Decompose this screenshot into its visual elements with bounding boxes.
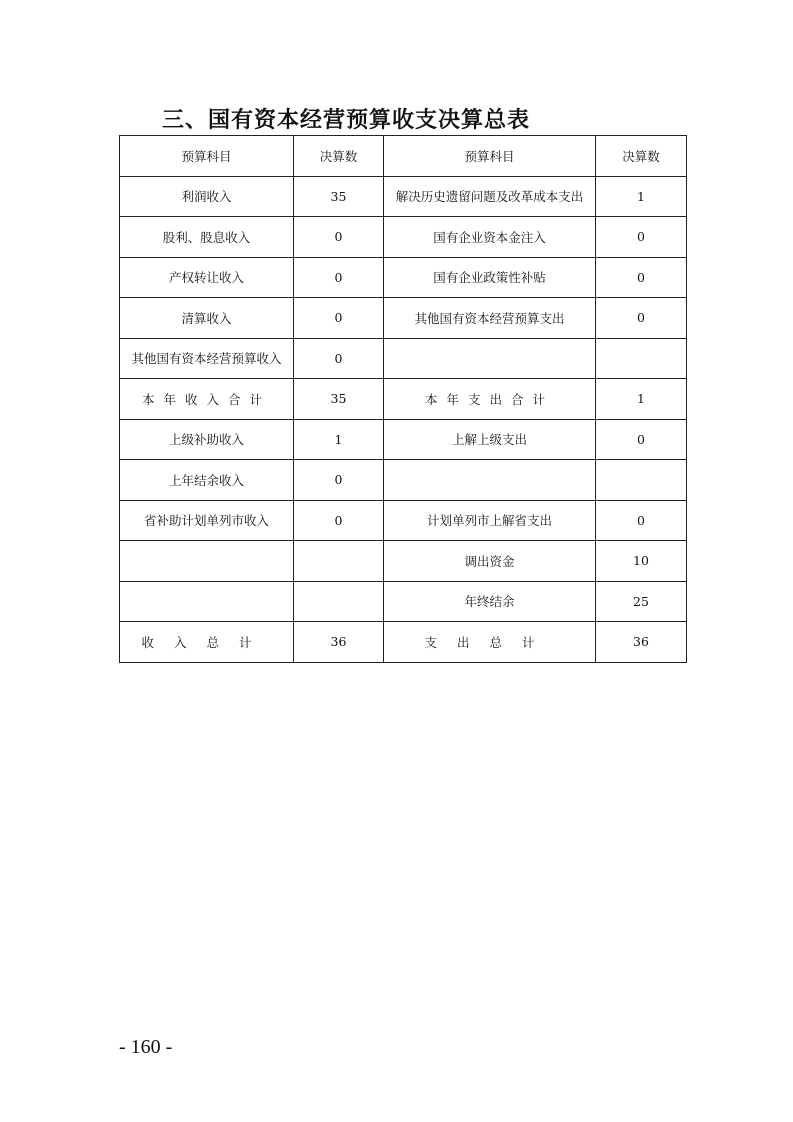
expense-item-cell: 上解上级支出	[384, 419, 596, 460]
income-subtotal-amount: 35	[294, 379, 384, 420]
income-amount-cell	[294, 581, 384, 622]
table-row	[120, 176, 687, 217]
expense-amount-cell: 1	[596, 176, 687, 217]
income-item-cell: 省补助计划单列市收入	[120, 500, 294, 541]
header-income-item: 预算科目	[120, 136, 294, 177]
budget-summary-table	[119, 135, 687, 663]
income-amount-cell	[294, 541, 384, 582]
expense-item-cell: 计划单列市上解省支出	[384, 500, 596, 541]
expense-amount-cell: 0	[596, 257, 687, 298]
income-amount-cell: 35	[294, 176, 384, 217]
income-amount-cell: 0	[294, 257, 384, 298]
income-total-amount: 36	[294, 622, 384, 663]
header-expense-amount: 决算数	[596, 136, 687, 177]
expense-amount-cell: 10	[596, 541, 687, 582]
income-item-cell: 清算收入	[120, 298, 294, 339]
expense-amount-cell	[596, 460, 687, 501]
income-item-cell: 上级补助收入	[120, 419, 294, 460]
income-amount-cell: 0	[294, 217, 384, 258]
table-row	[120, 581, 687, 622]
table-row	[120, 257, 687, 298]
expense-item-cell: 国有企业资本金注入	[384, 217, 596, 258]
expense-item-cell: 年终结余	[384, 581, 596, 622]
table-row	[120, 460, 687, 501]
income-item-cell: 产权转让收入	[120, 257, 294, 298]
grand-total-row	[120, 622, 687, 663]
page-title: 三、国有资本经营预算收支决算总表	[162, 108, 531, 133]
income-item-cell: 上年结余收入	[120, 460, 294, 501]
expense-amount-cell: 0	[596, 217, 687, 258]
table-row	[120, 541, 687, 582]
income-amount-cell: 0	[294, 298, 384, 339]
income-item-cell	[120, 541, 294, 582]
page-number: - 160 -	[119, 1036, 173, 1058]
table-row	[120, 217, 687, 258]
header-expense-item: 预算科目	[384, 136, 596, 177]
expense-amount-cell: 0	[596, 298, 687, 339]
income-item-cell	[120, 581, 294, 622]
income-amount-cell: 1	[294, 419, 384, 460]
expense-item-cell: 其他国有资本经营预算支出	[384, 298, 596, 339]
income-item-cell: 利润收入	[120, 176, 294, 217]
expense-total-amount: 36	[596, 622, 687, 663]
expense-item-cell	[384, 460, 596, 501]
table-row	[120, 338, 687, 379]
expense-item-cell	[384, 338, 596, 379]
expense-amount-cell: 25	[596, 581, 687, 622]
income-subtotal-label: 本年收入合计	[120, 379, 294, 420]
income-amount-cell: 0	[294, 338, 384, 379]
header-income-amount: 决算数	[294, 136, 384, 177]
expense-amount-cell: 0	[596, 500, 687, 541]
expense-subtotal-label: 本年支出合计	[384, 379, 596, 420]
expense-item-cell: 解决历史遗留问题及改革成本支出	[384, 176, 596, 217]
income-amount-cell: 0	[294, 460, 384, 501]
subtotal-row	[120, 379, 687, 420]
expense-item-cell: 国有企业政策性补贴	[384, 257, 596, 298]
table-row	[120, 298, 687, 339]
income-amount-cell: 0	[294, 500, 384, 541]
table-row	[120, 419, 687, 460]
expense-amount-cell: 0	[596, 419, 687, 460]
table-row	[120, 500, 687, 541]
expense-subtotal-amount: 1	[596, 379, 687, 420]
expense-amount-cell	[596, 338, 687, 379]
income-item-cell: 股利、股息收入	[120, 217, 294, 258]
table-header-row	[120, 136, 687, 177]
income-total-label: 收入总计	[120, 622, 294, 663]
expense-total-label: 支出总计	[384, 622, 596, 663]
expense-item-cell: 调出资金	[384, 541, 596, 582]
income-item-cell: 其他国有资本经营预算收入	[120, 338, 294, 379]
